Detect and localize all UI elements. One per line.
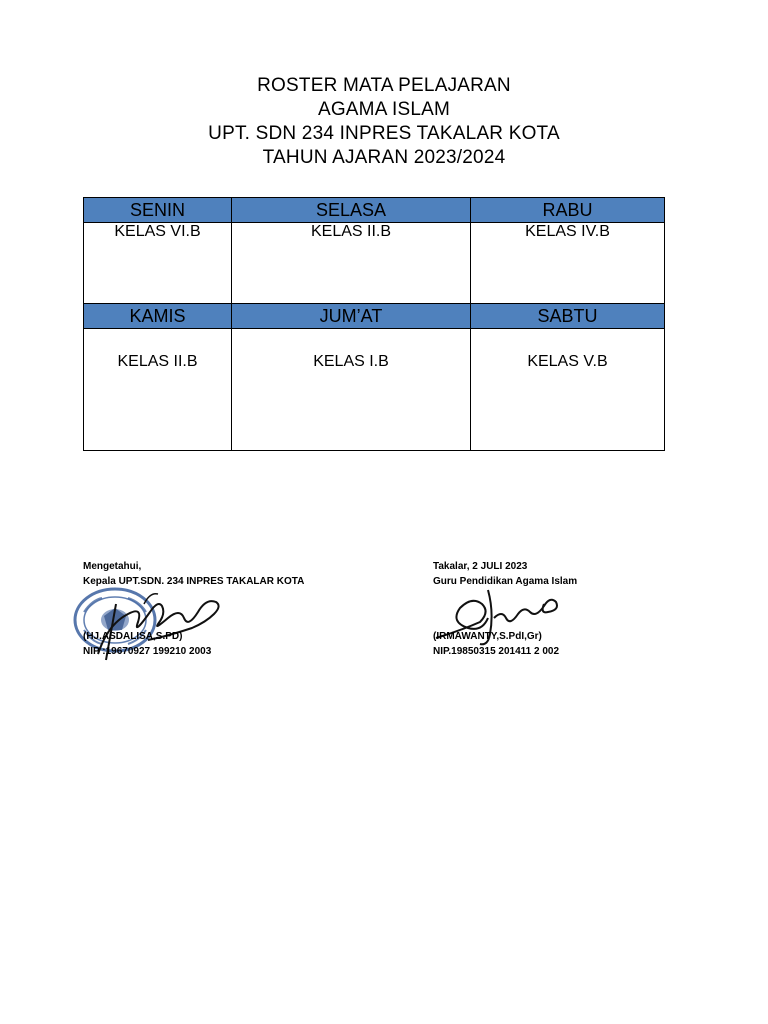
class-friday: KELAS I.B: [232, 329, 471, 451]
day-header-row: [84, 198, 665, 223]
principal-nip: NIP :19670927 199210 2003: [83, 646, 212, 657]
title-line-4: TAHUN AJARAN 2023/2024: [262, 147, 506, 168]
acknowledged-label: Mengetahui,: [83, 561, 142, 572]
day-saturday: SABTU: [471, 304, 665, 329]
class-row: [84, 329, 665, 451]
day-wednesday: RABU: [471, 198, 665, 223]
day-tuesday: SELASA: [232, 198, 471, 223]
title-line-3: UPT. SDN 234 INPRES TAKALAR KOTA: [208, 123, 560, 144]
principal-name: (HJ.ASDALISA,S.PD): [83, 631, 183, 642]
principal-position: Kepala UPT.SDN. 234 INPRES TAKALAR KOTA: [83, 576, 305, 587]
class-tuesday: KELAS II.B: [232, 223, 471, 304]
class-saturday: KELAS V.B: [471, 329, 665, 451]
day-monday: SENIN: [84, 198, 232, 223]
day-friday: JUM’AT: [232, 304, 471, 329]
day-header-row: [84, 304, 665, 329]
teacher-name: (IRMAWANTY,S.PdI,Gr): [433, 631, 542, 642]
teacher-position: Guru Pendidikan Agama Islam: [433, 576, 578, 587]
class-row: [84, 223, 665, 304]
day-thursday: KAMIS: [84, 304, 232, 329]
class-monday: KELAS VI.B: [84, 223, 232, 304]
document-title: [0, 74, 768, 170]
schedule-table: [83, 197, 665, 451]
title-line-2: AGAMA ISLAM: [317, 99, 451, 120]
right-signature-block: [433, 559, 577, 659]
class-thursday: KELAS II.B: [84, 329, 232, 451]
place-date: Takalar, 2 JULI 2023: [433, 561, 528, 572]
teacher-nip: NIP.19850315 201411 2 002: [433, 646, 560, 657]
class-wednesday: KELAS IV.B: [471, 223, 665, 304]
left-signature-block: [83, 559, 304, 659]
title-line-1: ROSTER MATA PELAJARAN: [257, 75, 511, 96]
